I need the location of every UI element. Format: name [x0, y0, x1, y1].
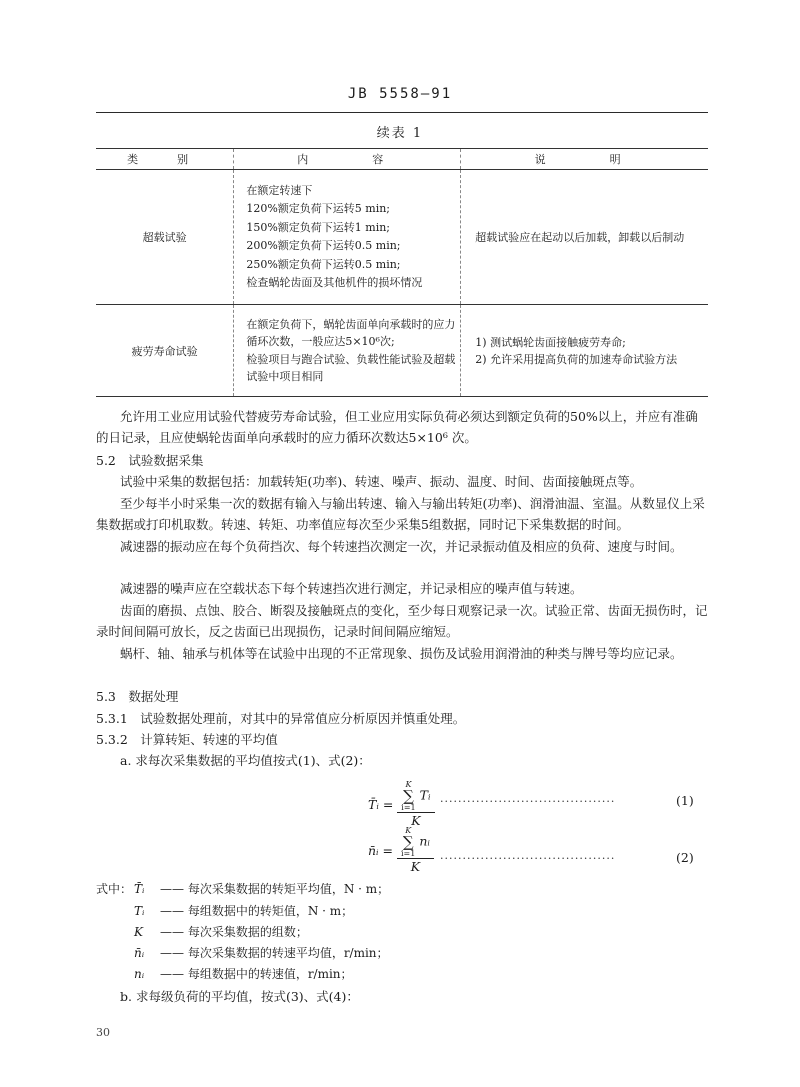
leader-dots: ·······································: [440, 795, 616, 808]
symbol: K: [134, 925, 143, 939]
symbol-definition: —— 每组数据中的转矩值，N · m；: [160, 904, 354, 918]
paragraph: 5.3.2 计算转矩、转速的平均值: [96, 732, 278, 747]
sum-term: nᵢ: [419, 833, 430, 849]
table-row: [96, 305, 708, 397]
symbol-definition: —— 每组数据中的转速值，r/min；: [160, 967, 353, 981]
note-line: 1) 测试蜗轮齿面接触疲劳寿命;: [475, 335, 626, 349]
row-category: 疲劳寿命试验: [96, 305, 234, 397]
where-intro: 式中：: [96, 882, 133, 896]
row-category: 超载试验: [96, 170, 234, 305]
paragraph: 允许用工业应用试验代替疲劳寿命试验，但工业应用实际负荷必须达到额定负荷的50%以上，并应有准确的日记录，且应使蜗轮齿面单向承载时的应力循环次数达5×10⁶ 次。: [96, 409, 698, 445]
table-header-row: [96, 149, 708, 170]
sigma-icon: ∑: [403, 787, 414, 805]
section-heading: 5.2 试验数据采集: [96, 453, 204, 468]
row-note: [461, 305, 708, 397]
symbol-definition: —— 每次采集数据的组数；: [160, 925, 308, 939]
sigma-icon: ∑: [402, 833, 414, 851]
formula-fraction: [397, 826, 434, 874]
column-header-category: 类 别: [96, 149, 234, 170]
content-line: 在额定转速下: [246, 183, 313, 197]
header-rule: [96, 112, 708, 113]
symbol: nᵢ: [134, 967, 145, 981]
sum-upper: K: [405, 780, 412, 789]
content-line: 检查蜗轮齿面及其他机件的损坏情况: [246, 276, 423, 289]
column-header-notes: 说 明: [461, 149, 708, 170]
symbol-definition: —— 每次采集数据的转矩平均值，N · m；: [160, 882, 390, 896]
formula-numerator: [397, 780, 434, 813]
symbol: Tᵢ: [134, 904, 145, 918]
formula-fraction: [397, 780, 434, 828]
list-item: a. 求每次采集数据的平均值按式(1)、式(2)：: [120, 753, 371, 768]
table-row: [96, 170, 708, 305]
table-caption: 续表 1: [376, 126, 424, 141]
formula-numerator: [397, 826, 434, 859]
formula-lhs: T̄ᵢ =: [368, 796, 394, 812]
sum-lower: i=1: [401, 849, 416, 858]
equation-number: (2): [676, 850, 694, 865]
formula-lhs: n̄ᵢ =: [368, 842, 394, 858]
row-content: [234, 305, 461, 397]
content-line: 在额定负荷下，蜗轮齿面单向承载时的应力: [246, 317, 456, 331]
sum-term: Tᵢ: [419, 787, 431, 803]
column-header-content: 内 容: [234, 149, 461, 170]
paragraph: 齿面的磨损、点蚀、胶合、断裂及接触斑点的变化，至少每日观察记录一次。试验正常、齿面无损伤时，记录时间间隔可放长，反之齿面已出现损伤，记录时间间隔应缩短。: [96, 603, 708, 639]
content-line: 150%额定负荷下运转1 min;: [246, 220, 391, 234]
content-line: 试验中项目相同: [246, 370, 324, 383]
content-line: 250%额定负荷下运转0.5 min;: [246, 257, 401, 271]
page-number: 30: [96, 1026, 110, 1039]
formula-denominator: K: [411, 813, 421, 828]
row-content: [234, 170, 461, 305]
row-note: [461, 170, 708, 305]
section-heading: 5.3 数据处理: [96, 689, 179, 704]
leader-dots: ·······································: [440, 852, 616, 865]
formula-1: [368, 780, 435, 828]
continued-table: [96, 148, 708, 397]
formula-2: [368, 826, 434, 874]
symbol: T̄ᵢ: [134, 882, 145, 896]
formula-denominator: K: [410, 859, 421, 874]
content-line: 120%额定负荷下运转5 min;: [246, 202, 391, 215]
note-line: 超载试验应在起动以后加载，卸载以后制动: [475, 230, 685, 244]
sum-upper: K: [405, 826, 412, 835]
note-line: 2) 允许采用提高负荷的加速寿命试验方法: [475, 352, 678, 366]
paragraph: 5.3.1 试验数据处理前，对其中的异常值应分析原因并慎重处理。: [96, 711, 466, 726]
paragraph: 至少每半小时采集一次的数据有输入与输出转速、输入与输出转矩(功率)、润滑油温、室温。从数显仪上采集数据或打印机取数。转速、转矩、功率值应每次至少采集5组数据，同时记下采集数据的时间。: [96, 496, 705, 532]
paragraph: 减速器的噪声应在空载状态下每个转速挡次进行测定，并记录相应的噪声值与转速。: [120, 581, 583, 596]
list-item: b. 求每级负荷的平均值，按式(3)、式(4)：: [120, 989, 359, 1004]
sum-lower: i=1: [401, 803, 416, 812]
content-line: 200%额定负荷下运转0.5 min;: [246, 239, 401, 252]
content-line: 检验项目与跑合试验、负载性能试验及超载: [246, 352, 456, 366]
content-line: 循环次数，一般应达5×10⁶次;: [246, 335, 395, 348]
paragraph: 试验中采集的数据包括：加载转矩(功率)、转速、噪声、振动、温度、时间、齿面接触斑点等。: [120, 474, 643, 489]
paragraph: 蜗杆、轴、轴承与机体等在试验中出现的不正常现象、损伤及试验用润滑油的种类与牌号等均应记录。: [120, 646, 683, 661]
symbol-definition: —— 每次采集数据的转速平均值，r/min；: [160, 946, 389, 960]
document-header: JB 5558—91: [347, 86, 453, 102]
paragraph: 减速器的振动应在每个负荷挡次、每个转速挡次测定一次，并记录振动值及相应的负荷、速度与时间。: [120, 539, 683, 554]
symbol: n̄ᵢ: [134, 946, 145, 960]
equation-number: (1): [676, 793, 694, 808]
